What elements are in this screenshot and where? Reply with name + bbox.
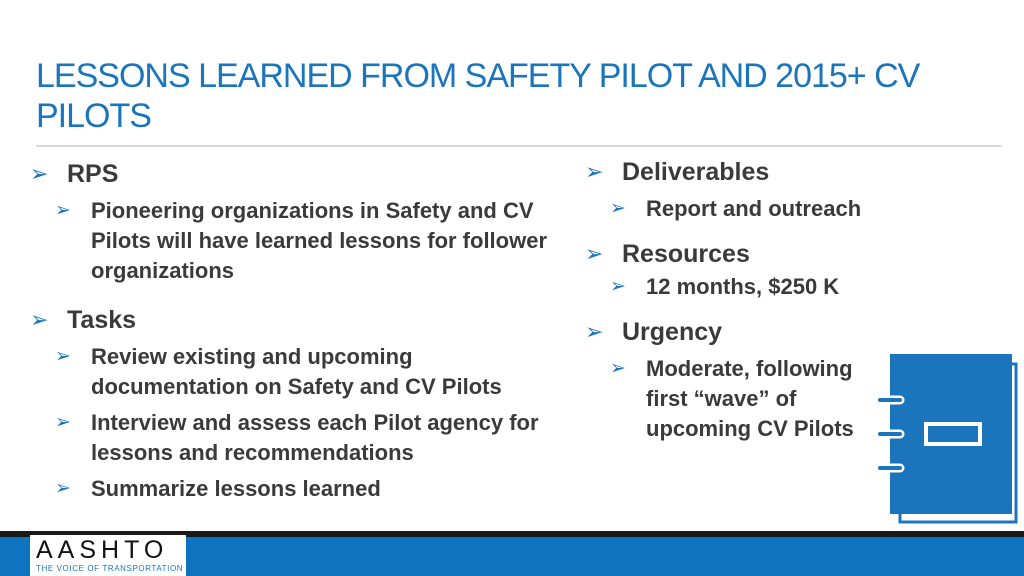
arrow-bullet-icon: ➢ [610,276,626,297]
list-item: ➢ Summarize lessons learned [30,474,550,504]
right-column [585,156,895,444]
arrow-bullet-icon: ➢ [55,346,71,367]
list-item: ➢ Pioneering organizations in Safety and CV Pilots will have learned lessons for follower organizations [55,198,548,283]
arrow-bullet-icon: ➢ [585,319,604,344]
arrow-bullet-icon: ➢ [585,159,604,184]
arrow-bullet-icon: ➢ [585,241,604,266]
arrow-bullet-icon: ➢ [610,358,626,379]
left-column [30,158,550,504]
section-heading-urgency: ➢ Urgency [585,318,723,346]
section-heading-resources: ➢ Resources [585,240,750,268]
section-heading-tasks: ➢ Tasks [30,306,137,334]
arrow-bullet-icon: ➢ [30,161,49,186]
slide-title: LESSONS LEARNED FROM SAFETY PILOT AND 2015+ CV PILOTS [36,57,920,135]
list-item: ➢ 12 months, $250 K [585,272,895,302]
title-divider [36,145,1002,147]
section-heading-deliverables: ➢ Deliverables [585,158,770,186]
list-item: ➢ Report and outreach [585,194,895,224]
list-item: ➢ Interview and assess each Pilot agency for lessons and recommendations [55,410,539,465]
notebook-icon [878,352,1018,524]
arrow-bullet-icon: ➢ [55,478,71,499]
list-item: ➢ Moderate, following first “wave” of upcoming CV Pilots [610,356,854,441]
section-heading-rps: ➢ RPS [30,160,119,188]
aashto-logo: AASHTO THE VOICE OF TRANSPORTATION [30,535,186,576]
arrow-bullet-icon: ➢ [610,198,626,219]
arrow-bullet-icon: ➢ [55,412,71,433]
arrow-bullet-icon: ➢ [30,307,49,332]
arrow-bullet-icon: ➢ [55,200,71,221]
list-item: ➢ Review existing and upcoming documentation on Safety and CV Pilots [55,344,502,399]
